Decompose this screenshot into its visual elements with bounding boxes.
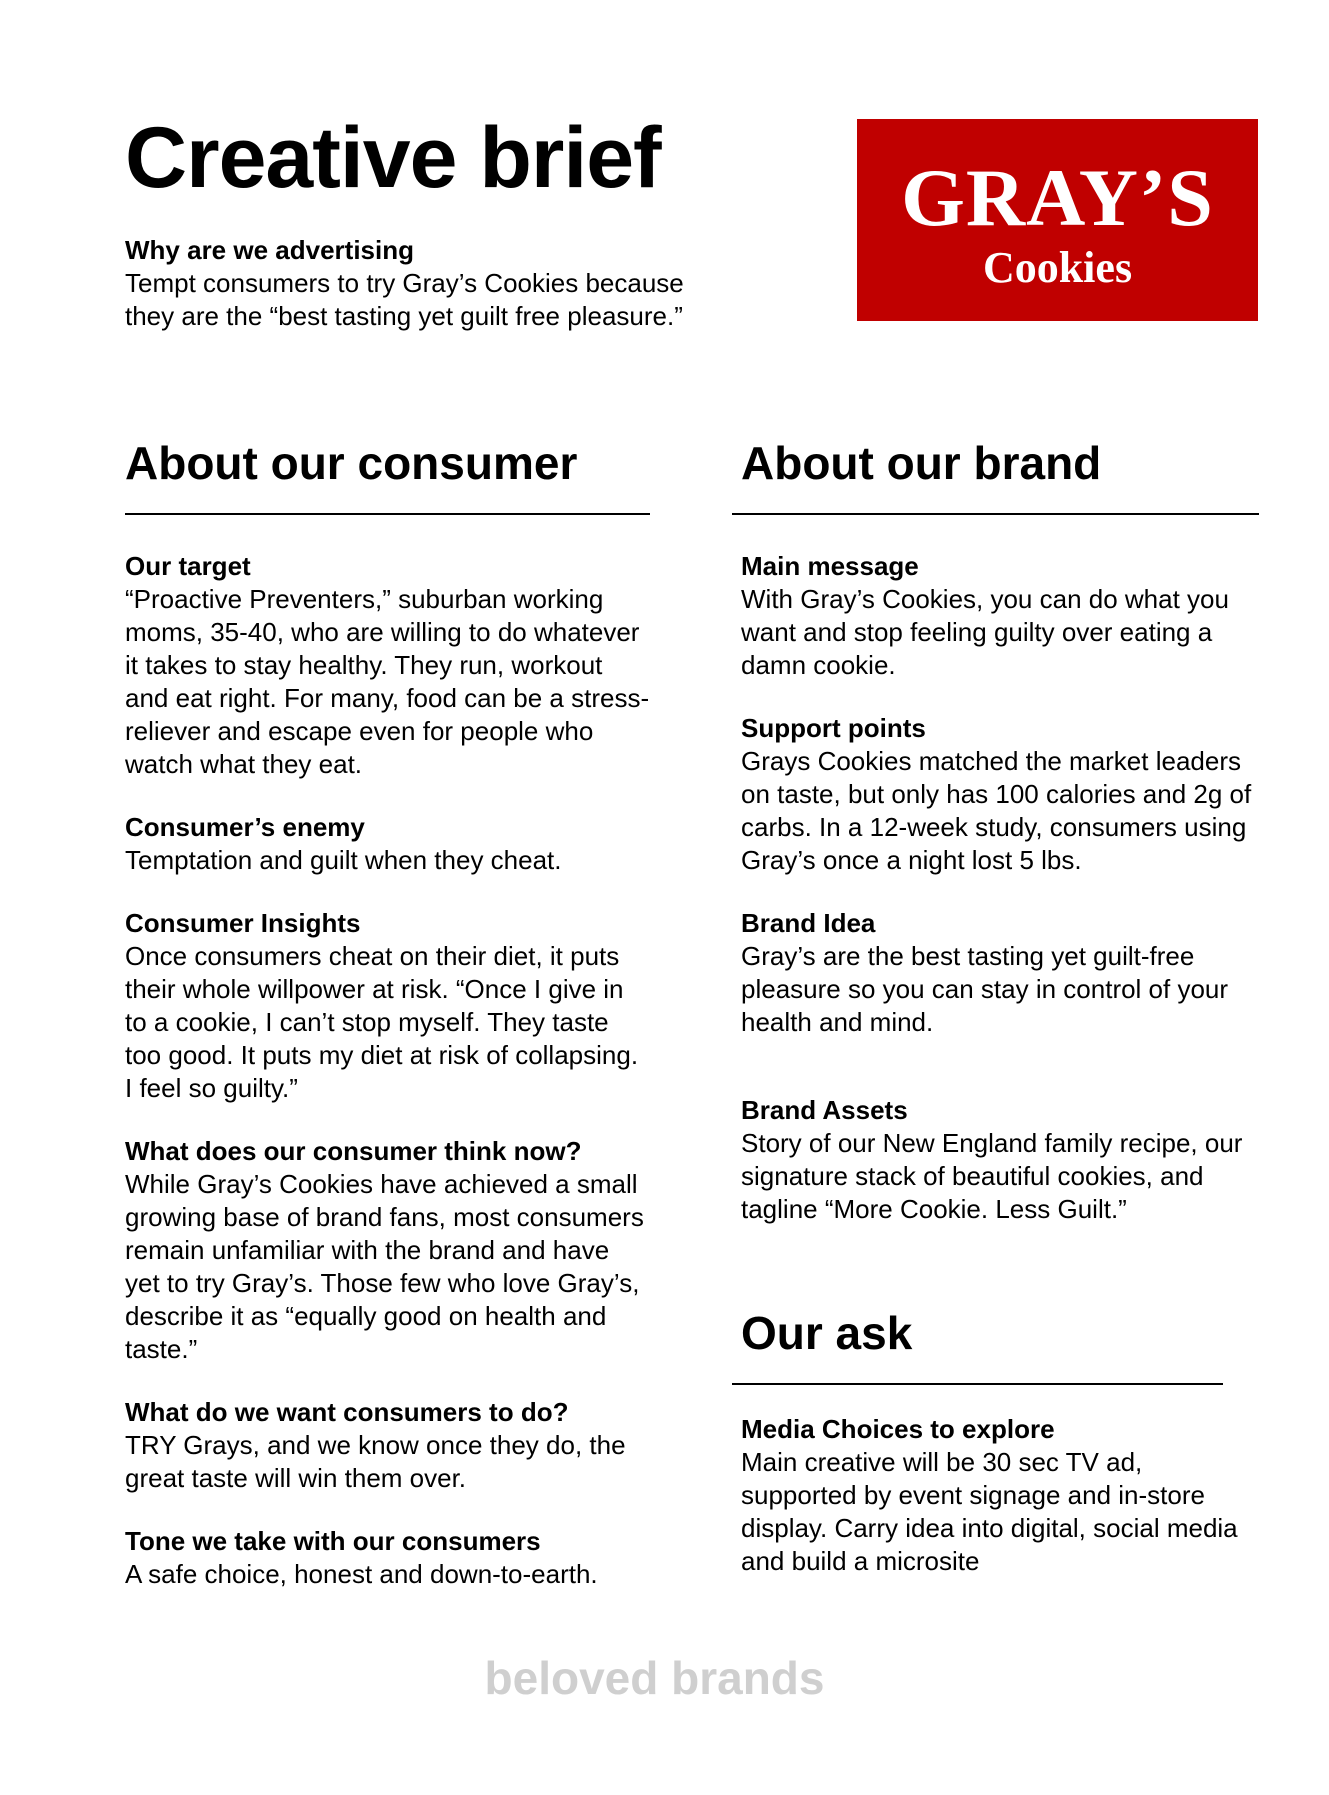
main-message-item — [741, 550, 1261, 682]
target-item — [125, 550, 650, 781]
item-text: TRY Grays, and we know once they do, the great taste will win them over. — [125, 1430, 626, 1493]
item-text: Grays Cookies matched the market leaders on taste, but only has 100 calories and 2g of carbs. In a 12-week study, consumers using Gray’s once a night lost 5 lbs. — [741, 746, 1252, 875]
consumer-heading: About our consumer — [125, 437, 578, 489]
item-text: Temptation and guilt when they cheat. — [125, 845, 562, 875]
item-label: Media Choices to explore — [741, 1414, 1055, 1444]
brand-assets-item — [741, 1094, 1261, 1226]
item-label: Our target — [125, 551, 251, 581]
intro-label: Why are we advertising — [125, 235, 414, 265]
item-text: Main creative will be 30 sec TV ad, supported by event signage and in-store display. Carry idea into digital, social media and build a microsite — [741, 1447, 1238, 1576]
item-label: Brand Assets — [741, 1095, 908, 1125]
think-now-item — [125, 1135, 650, 1366]
brand-heading: About our brand — [741, 437, 1102, 489]
item-text: With Gray’s Cookies, you can do what you want and stop feeling guilty over eating a damn cookie. — [741, 584, 1229, 680]
tone-item — [125, 1525, 650, 1591]
item-label: Consumer Insights — [125, 908, 361, 938]
item-label: Support points — [741, 713, 926, 743]
item-text: Gray’s are the best tasting yet guilt-free pleasure so you can stay in control of your health and mind. — [741, 941, 1229, 1037]
page-title: Creative brief — [125, 110, 661, 206]
item-label: Brand Idea — [741, 908, 876, 938]
logo-product-name: Cookies — [982, 243, 1133, 292]
item-text: While Gray’s Cookies have achieved a small growing base of brand fans, most consumers remain unfamiliar with the brand and have yet to try Gray’s. Those few who love Gray’s, describe it as “equally good on health and taste.” — [125, 1169, 644, 1364]
item-text: A safe choice, honest and down-to-earth. — [125, 1559, 598, 1589]
item-text: “Proactive Preventers,” suburban working moms, 35-40, who are willing to do whatever it takes to stay healthy. They run, workout and eat right. For many, food can be a stress-reliever and escape even for people who watch what they eat. — [125, 584, 650, 779]
intro-text: Tempt consumers to try Gray’s Cookies because they are the “best tasting yet guilt free pleasure.” — [125, 268, 684, 331]
support-points-item — [741, 712, 1261, 877]
item-text: Story of our New England family recipe, our signature stack of beautiful cookies, and tagline “More Cookie. Less Guilt.” — [741, 1128, 1243, 1224]
consumer-section — [125, 437, 650, 1591]
grays-cookies-logo — [857, 119, 1258, 321]
ask-divider — [732, 1383, 1223, 1385]
footer-watermark: beloved brands — [484, 1652, 825, 1704]
want-to-do-item — [125, 1396, 650, 1495]
brand-idea-item — [741, 907, 1261, 1039]
item-text: Once consumers cheat on their diet, it puts their whole willpower at risk. “Once I give in to a cookie, I can’t stop myself. They taste too good. It puts my diet at risk of collapsing. I feel so guilty.” — [125, 941, 639, 1103]
media-choices-item — [741, 1413, 1261, 1578]
item-label: Consumer’s enemy — [125, 812, 365, 842]
brand-divider — [732, 513, 1259, 515]
item-label: Main message — [741, 551, 919, 581]
logo-brand-name: GRAY’S — [901, 152, 1214, 243]
item-label: Tone we take with our consumers — [125, 1526, 541, 1556]
ask-heading: Our ask — [741, 1307, 913, 1359]
intro-block — [125, 234, 685, 333]
enemy-item — [125, 811, 650, 877]
item-label: What does our consumer think now? — [125, 1136, 582, 1166]
item-label: What do we want consumers to do? — [125, 1397, 569, 1427]
consumer-divider — [125, 513, 650, 515]
insights-item — [125, 907, 650, 1105]
brand-section — [741, 437, 1261, 1578]
